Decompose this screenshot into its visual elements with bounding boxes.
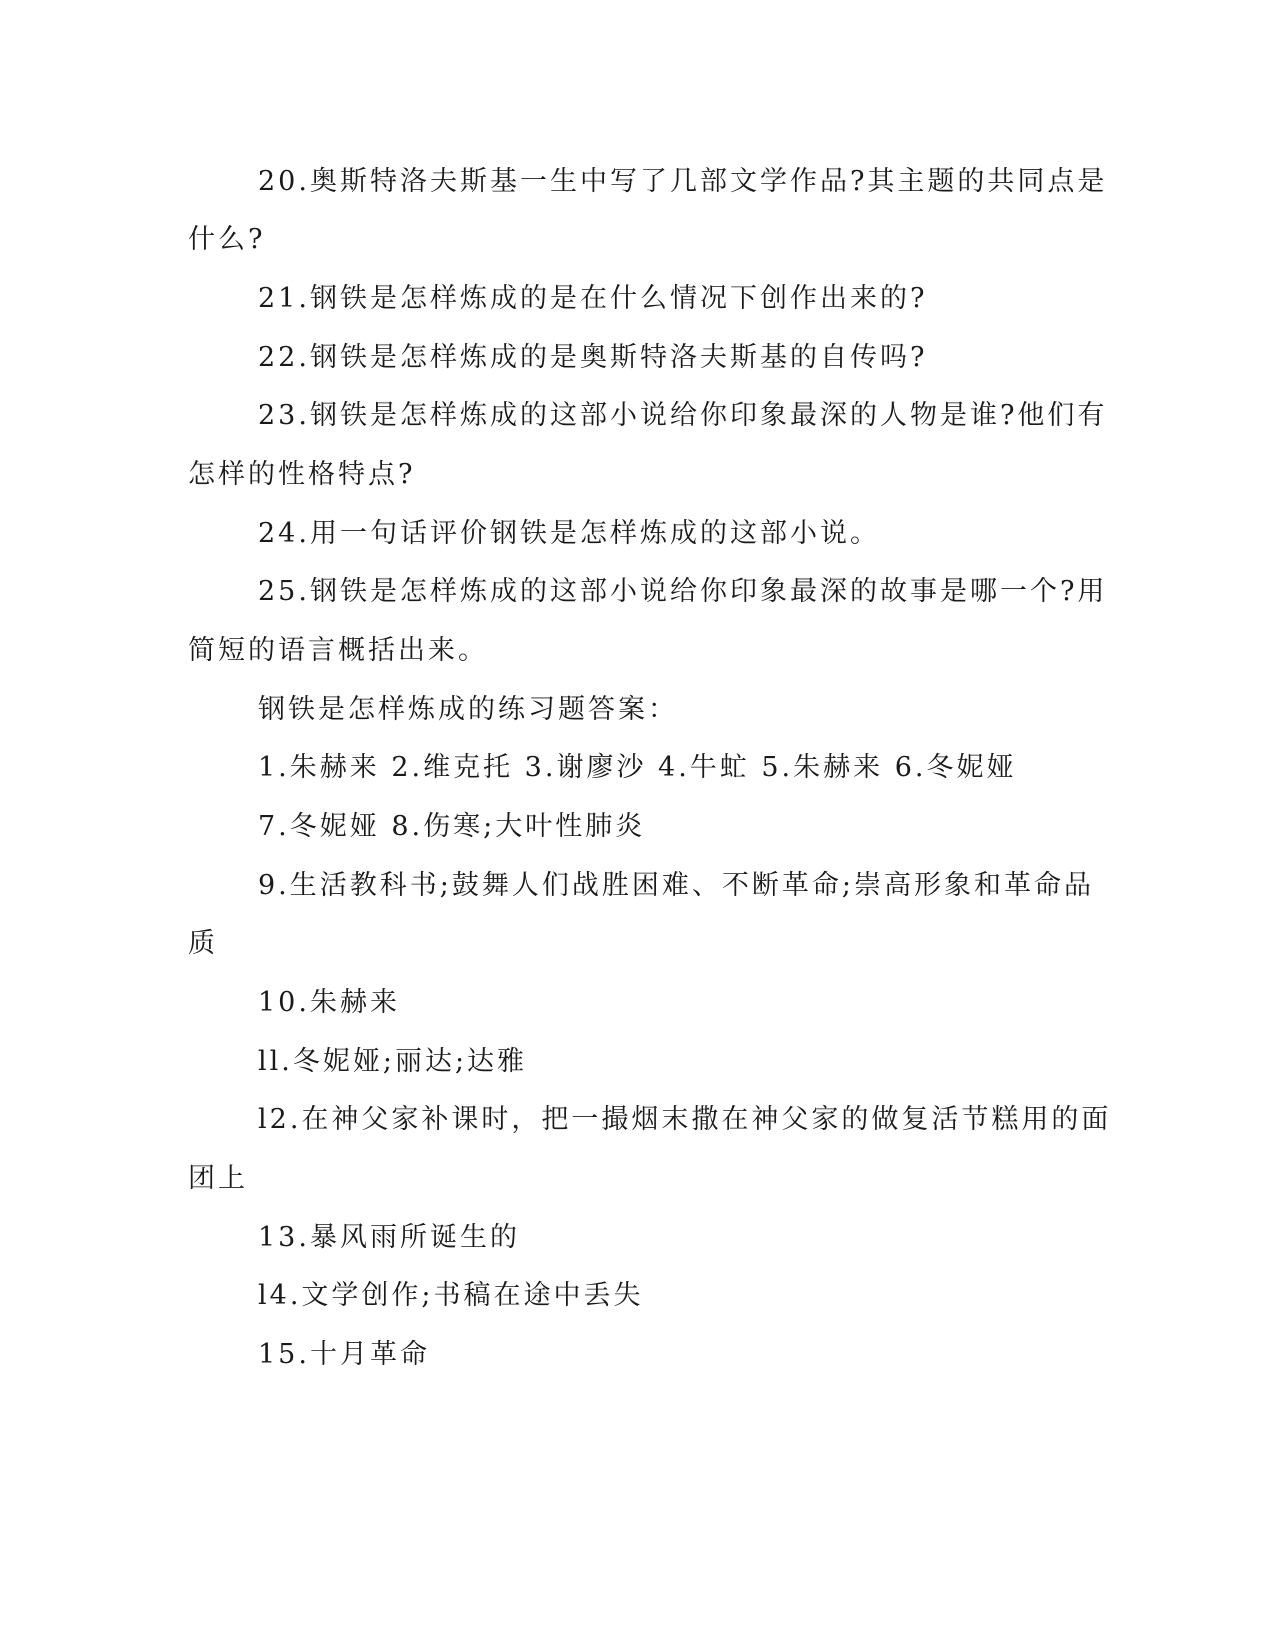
question-20-line-2: 什么? — [188, 224, 266, 255]
answer-14: l4.文学创作;书稿在途中丢失 — [258, 1280, 644, 1311]
question-22: 22.钢铁是怎样炼成的是奥斯特洛夫斯基的自传吗? — [258, 342, 928, 373]
answer-9-line-1: 9.生活教科书;鼓舞人们战胜困难、不断革命;崇高形象和革命品 — [258, 870, 1094, 901]
answer-15: 15.十月革命 — [258, 1339, 430, 1370]
answers-heading: 钢铁是怎样炼成的练习题答案： — [258, 694, 678, 725]
answers-7-8: 7.冬妮娅 8.伤寒;大叶性肺炎 — [258, 811, 646, 842]
answer-13: 13.暴风雨所诞生的 — [258, 1222, 520, 1253]
question-25-line-2: 简短的语言概括出来。 — [188, 635, 488, 666]
answer-12-line-2: 团上 — [188, 1163, 248, 1194]
question-20-line-1: 20.奥斯特洛夫斯基一生中写了几部文学作品?其主题的共同点是 — [258, 166, 1108, 197]
question-21: 21.钢铁是怎样炼成的是在什么情况下创作出来的? — [258, 283, 928, 314]
answer-12-line-1: l2.在神父家补课时，把一撮烟末撒在神父家的做复活节糕用的面 — [258, 1104, 1112, 1135]
question-25-line-1: 25.钢铁是怎样炼成的这部小说给你印象最深的故事是哪一个?用 — [258, 576, 1108, 607]
answer-9-line-2: 质 — [188, 928, 218, 959]
question-23-line-1: 23.钢铁是怎样炼成的这部小说给你印象最深的人物是谁?他们有 — [258, 400, 1108, 431]
answer-10: 10.朱赫来 — [258, 987, 400, 1018]
answer-11: ll.冬妮娅;丽达;达雅 — [258, 1046, 528, 1077]
question-23-line-2: 怎样的性格特点? — [188, 459, 416, 490]
answers-1-6: 1.朱赫来 2.维克托 3.谢廖沙 4.牛虻 5.朱赫来 6.冬妮娅 — [258, 752, 1017, 783]
question-24: 24.用一句话评价钢铁是怎样炼成的这部小说。 — [258, 518, 880, 549]
